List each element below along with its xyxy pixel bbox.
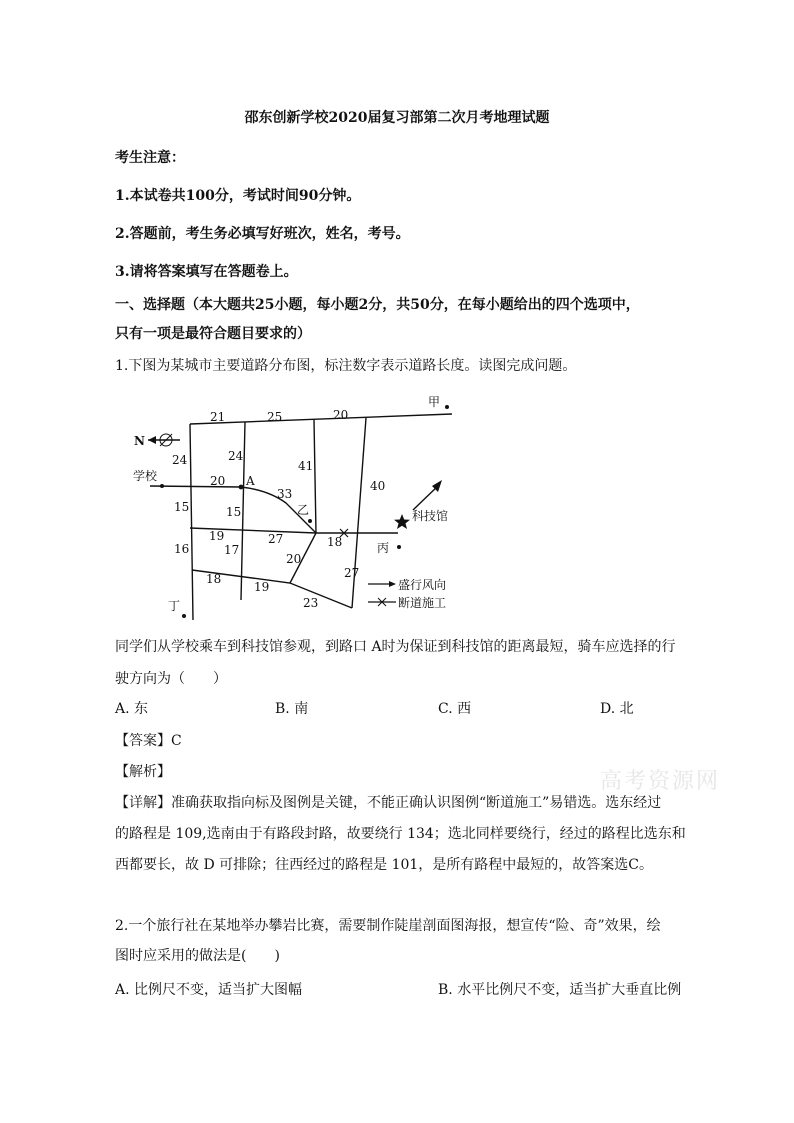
road-length: 24	[228, 449, 244, 463]
road-length: 19	[209, 529, 225, 543]
legend-wind-label: 盛行风向	[398, 578, 447, 592]
museum-star-icon	[394, 514, 410, 529]
q1-option-b: B. 南	[275, 701, 309, 717]
yi-label: 乙	[297, 503, 310, 517]
notice-heading: 考生注意：	[115, 150, 185, 166]
bing-label: 丙	[377, 541, 390, 555]
legend-closed-label: 断道施工	[398, 596, 447, 610]
museum-label: 科技馆	[412, 509, 449, 523]
jia-label: 甲	[428, 395, 441, 409]
section1-heading: 一、选择题（本大题共25小题，每小题2分，共50分，在每小题给出的四个选项中，	[115, 297, 640, 313]
notice-item-3: 3.请将答案填写在答题卷上。	[115, 264, 298, 280]
road-length: 27	[268, 532, 284, 546]
jia-point	[445, 405, 449, 409]
north-label: N	[134, 434, 145, 448]
school-point	[160, 484, 164, 488]
road-length: 33	[277, 487, 293, 501]
road-length: 19	[254, 580, 270, 594]
q1-detail-line-1: 【详解】准确获取指向标及图例是关键，不能正确认识图例“断道施工”易错选。选东经过	[115, 795, 662, 811]
road-length: 18	[327, 535, 343, 549]
road-length: 21	[210, 410, 226, 424]
school-label: 学校	[133, 469, 158, 483]
road-length: 15	[226, 505, 242, 519]
road-length: 40	[370, 479, 386, 493]
junction-a-point	[239, 485, 244, 490]
notice-item-2: 2.答题前，考生务必填写好班次，姓名，考号。	[115, 226, 410, 242]
yi-point	[308, 519, 312, 523]
watermark: 高考资源网	[600, 769, 721, 794]
q1-detail-line-3: 西都要长，故 D 可排除；往西经过的路程是 101，是所有路程中最短的，故答案选C。	[115, 857, 654, 873]
road-length: 41	[298, 459, 314, 473]
q1-stem: 1.下图为某城市主要道路分布图，标注数字表示道路长度。读图完成问题。	[115, 358, 577, 374]
q1-question-cont: 驶方向为（ ）	[115, 671, 227, 687]
q2-option-a: A. 比例尺不变，适当扩大图幅	[115, 982, 303, 998]
q1-option-d: D. 北	[600, 701, 634, 717]
q2-stem: 2.一个旅行社在某地举办攀岩比赛，需要制作陡崖剖面图海报，想宣传“险、奇”效果，绘	[115, 918, 661, 934]
q1-answer: 【答案】C	[115, 733, 182, 749]
q1-option-c: C. 西	[438, 701, 472, 717]
ding-point	[182, 614, 186, 618]
a-label: A	[246, 474, 255, 488]
q1-analysis-label: 【解析】	[115, 764, 171, 780]
road-length: 15	[174, 500, 190, 514]
map-legend	[368, 578, 446, 610]
q2-option-b: B. 水平比例尺不变，适当扩大垂直比例	[438, 982, 682, 998]
road-length: 20	[333, 408, 349, 422]
road-length: 25	[267, 410, 283, 424]
road-length: 20	[286, 552, 302, 566]
ding-label: 丁	[168, 599, 181, 613]
road-map	[115, 385, 475, 625]
section1-heading-cont: 只有一项是最符合题目要求的）	[115, 326, 311, 342]
road-length: 24	[172, 453, 188, 467]
road-length: 16	[174, 542, 190, 556]
exam-title: 邵东创新学校2020届复习部第二次月考地理试题	[244, 110, 550, 126]
q1-option-a: A. 东	[115, 701, 149, 717]
q1-detail-line-2: 的路程是 109,选南由于有路段封路，故要绕行 134；选北同样要绕行，经过的路程比选东和	[115, 826, 686, 842]
road-length: 23	[303, 596, 319, 610]
road-length: 18	[206, 572, 222, 586]
notice-item-1: 1.本试卷共100分，考试时间90分钟。	[115, 188, 361, 204]
road-length: 20	[210, 474, 226, 488]
road-length: 27	[344, 566, 360, 580]
bing-point	[397, 545, 401, 549]
road-length: 17	[224, 543, 240, 557]
q2-stem-cont: 图时应采用的做法是( )	[115, 948, 280, 964]
q1-question: 同学们从学校乘车到科技馆参观，到路口 A时为保证到科技馆的距离最短，骑车应选择的行	[115, 639, 676, 655]
north-arrow-icon	[148, 434, 180, 446]
